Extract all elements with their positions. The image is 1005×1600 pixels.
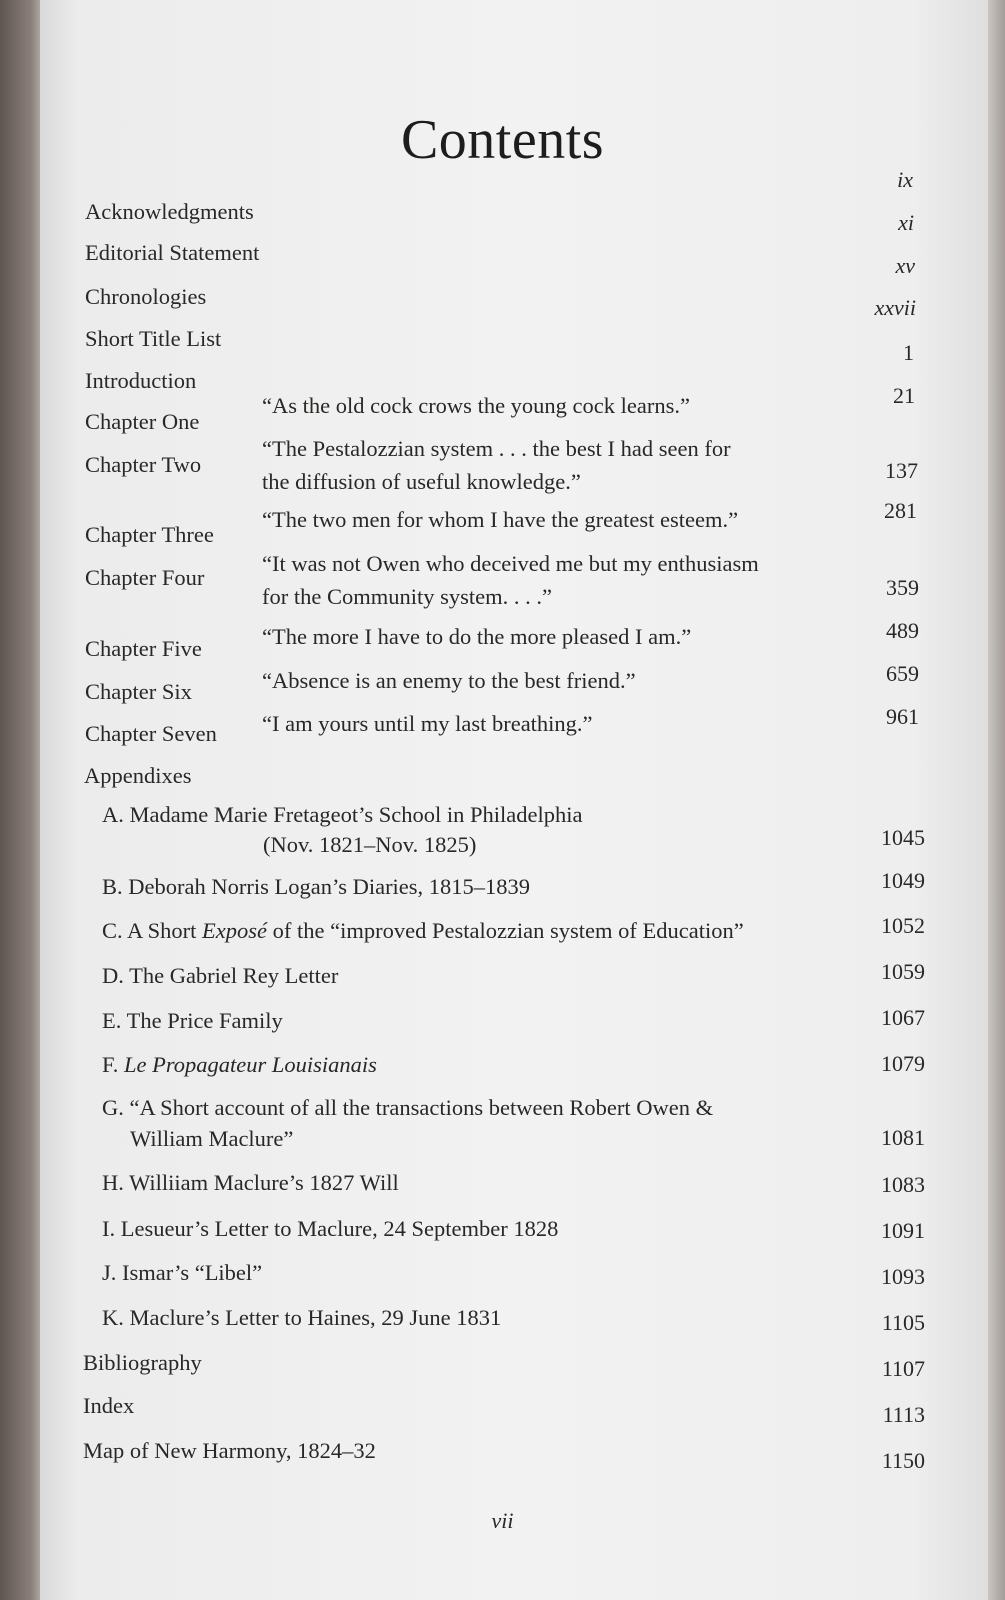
toc-appendix-a-cont: (Nov. 1821–Nov. 1825) [263,832,477,857]
toc-chapter-label: Chapter Two [85,452,202,477]
toc-entry-short-title-list: Short Title List [85,326,222,351]
toc-chapter-page: 281 [884,498,917,523]
toc-chapter-label: Chapter Seven [85,721,217,746]
toc-page-acknowledgments: ix [897,167,913,192]
toc-appendix-d: D. The Gabriel Rey Letter [102,963,339,988]
toc-chapter-title: “I am yours until my last breathing.” [262,711,593,736]
toc-entry-editorial-statement: Editorial Statement [85,240,260,265]
toc-page-short-title-list: xxvii [874,295,916,320]
toc-entry-bibliography: Bibliography [83,1350,202,1375]
toc-chapter-page: 137 [885,458,918,483]
toc-chapter-label: Chapter Six [85,679,192,704]
toc-chapter-page: 659 [886,661,919,686]
toc-appendix-page: 1059 [881,959,925,984]
toc-entry-index: Index [83,1393,135,1418]
toc-entry-acknowledgments: Acknowledgments [85,199,254,224]
toc-appendix-g: G. “A Short account of all the transactions between Robert Owen & [102,1095,714,1120]
toc-appendix-k: K. Maclure’s Letter to Haines, 29 June 1831 [102,1305,502,1330]
toc-appendix-b: B. Deborah Norris Logan’s Diaries, 1815–1839 [102,874,531,899]
toc-appendix-page: 1049 [881,868,925,893]
toc-entry-map: Map of New Harmony, 1824–32 [83,1438,376,1463]
toc-appendix-page: 1067 [881,1005,925,1030]
toc-chapter-page: 359 [886,575,919,600]
toc-appendix-page: 1079 [881,1051,925,1076]
toc-page-introduction: 1 [903,340,914,365]
toc-chapter-page: 489 [886,618,919,643]
page-edge [988,0,1005,1600]
toc-chapter-page: 21 [893,383,915,408]
toc-chapter-title: “The more I have to do the more pleased I am.” [262,624,692,649]
toc-appendixes-heading: Appendixes [84,763,192,788]
toc-appendix-c: C. A Short Exposé of the “improved Pestalozzian system of Education” [102,918,744,943]
toc-appendix-page: 1093 [881,1264,925,1289]
toc-chapter-title: “The Pestalozzian system . . . the best I had seen for [262,436,731,461]
page-folio: vii [491,1508,514,1533]
toc-chapter-title: “As the old cock crows the young cock learns.” [262,393,690,418]
toc-appendix-page: 1091 [881,1218,925,1243]
toc-chapter-label: Chapter One [85,409,200,434]
toc-entry-chronologies: Chronologies [85,284,207,309]
toc-appendix-f: F. Le Propagateur Louisianais [102,1052,377,1077]
toc-appendix-e: E. The Price Family [102,1008,283,1033]
toc-appendix-i: I. Lesueur’s Letter to Maclure, 24 September 1828 [102,1216,559,1241]
toc-appendix-page: 1081 [881,1125,925,1150]
toc-page-bibliography: 1107 [881,1356,925,1381]
toc-appendix-h: H. Williiam Maclure’s 1827 Will [102,1170,399,1195]
toc-appendix-j: J. Ismar’s “Libel” [102,1260,263,1285]
toc-chapter-title-cont: the diffusion of useful knowledge.” [262,469,581,494]
toc-page-chronologies: xv [895,253,915,278]
toc-page-map: 1150 [881,1448,925,1473]
toc-chapter-title: “The two men for whom I have the greatest esteem.” [262,507,739,532]
book-gutter-shadow [0,0,44,1600]
toc-appendix-page: 1052 [881,913,925,938]
toc-chapter-title-cont: for the Community system. . . .” [262,584,552,609]
toc-appendix-page: 1105 [881,1310,925,1335]
toc-appendix-a: A. Madame Marie Fretageot’s School in Philadelphia [102,802,583,827]
toc-appendix-page: 1083 [881,1172,925,1197]
toc-page-index: 1113 [882,1402,925,1427]
toc-appendix-page: 1045 [881,825,925,850]
toc-chapter-page: 961 [886,704,919,729]
toc-chapter-title: “It was not Owen who deceived me but my enthusiasm [262,551,759,576]
toc-chapter-label: Chapter Three [85,522,214,547]
toc-chapter-label: Chapter Five [85,636,202,661]
toc-appendix-g-cont: William Maclure” [130,1126,294,1151]
toc-page-editorial-statement: xi [898,210,914,235]
toc-chapter-title: “Absence is an enemy to the best friend.” [262,668,636,693]
toc-chapter-label: Chapter Four [85,565,205,590]
page-title: Contents [400,109,605,171]
toc-entry-introduction: Introduction [85,368,197,393]
